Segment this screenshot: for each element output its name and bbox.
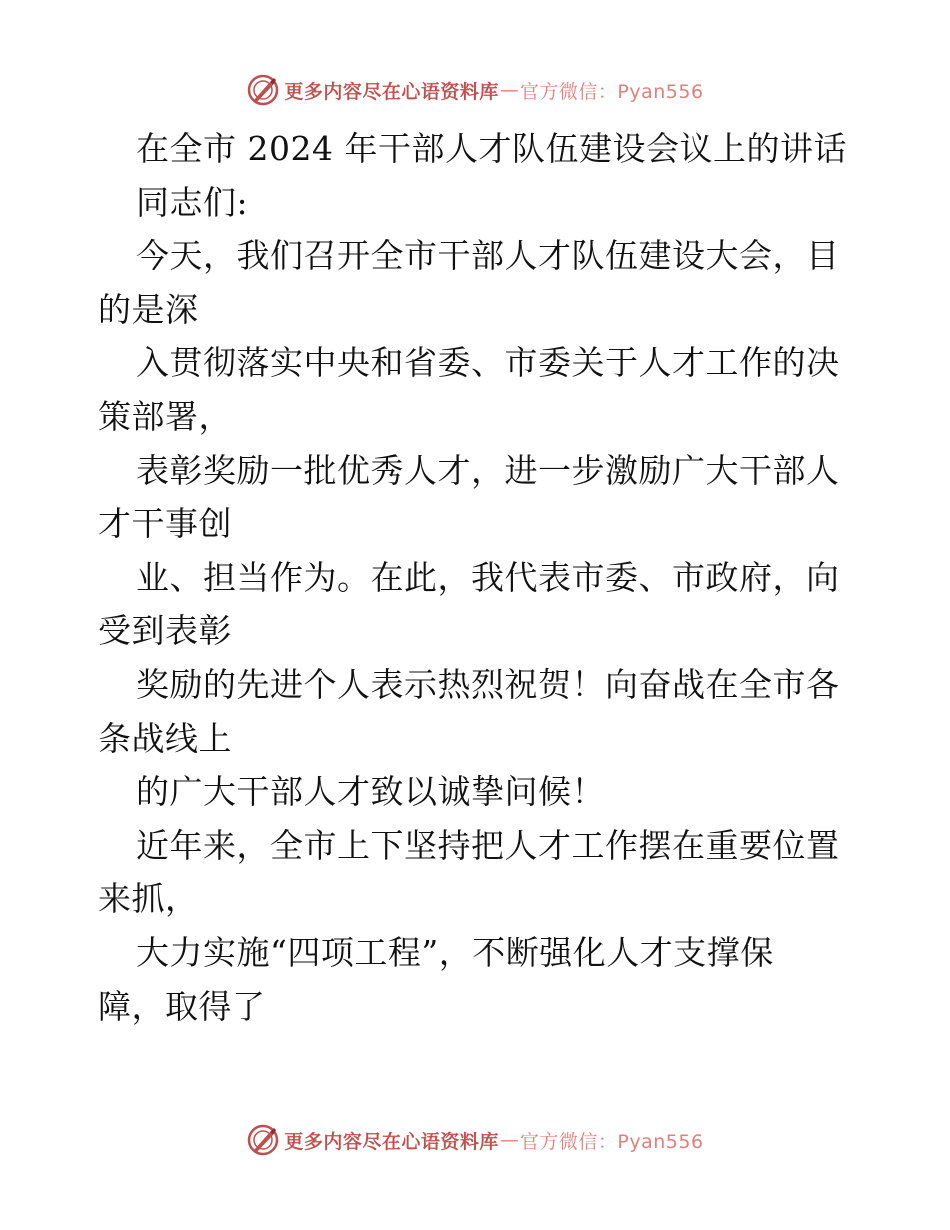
text-line: 大力实施“四项工程”，不断强化人才支撑保 <box>136 932 774 972</box>
text-line: 条战线上 <box>98 718 232 758</box>
text-line: 近年来，全市上下坚持把人才工作摆在重要位置 <box>136 825 840 865</box>
document-body <box>98 122 858 1033</box>
text-line: 的广大干部人才致以诚挚问候！ <box>136 772 605 812</box>
text-line: 障，取得了 <box>98 986 266 1026</box>
banner-wechat-text: 官方微信：Pyan556 <box>519 1130 704 1153</box>
text-line: 来抓， <box>98 879 199 919</box>
pen-seal-icon <box>246 73 280 107</box>
banner-dash: — <box>499 1129 519 1151</box>
text-line: 在全市 2024 年干部人才队伍建设会议上的讲话 <box>136 129 847 168</box>
banner-main-text: 更多内容尽在心语资料库 <box>284 1130 499 1153</box>
text-line: 的是深 <box>98 289 199 329</box>
banner-main-text: 更多内容尽在心语资料库 <box>284 80 499 103</box>
banner-dash: — <box>499 79 519 101</box>
banner-wechat-text: 官方微信：Pyan556 <box>519 80 704 103</box>
text-line: 才干事创 <box>98 504 232 544</box>
footer-banner <box>0 1120 950 1160</box>
text-line: 入贯彻落实中央和省委、市委关于人才工作的决 <box>136 343 840 383</box>
text-line: 奖励的先进个人表示热烈祝贺！向奋战在全市各 <box>136 664 840 704</box>
pen-seal-icon <box>246 1123 280 1157</box>
text-line: 策部署， <box>98 396 232 436</box>
header-banner <box>0 70 950 110</box>
text-line: 同志们: <box>136 182 249 222</box>
text-line: 业、担当作为。在此，我代表市委、市政府，向 <box>136 557 840 597</box>
text-line: 今天，我们召开全市干部人才队伍建设大会，目 <box>136 236 840 276</box>
text-line: 受到表彰 <box>98 611 232 651</box>
text-line: 表彰奖励一批优秀人才，进一步激励广大干部人 <box>136 450 840 490</box>
